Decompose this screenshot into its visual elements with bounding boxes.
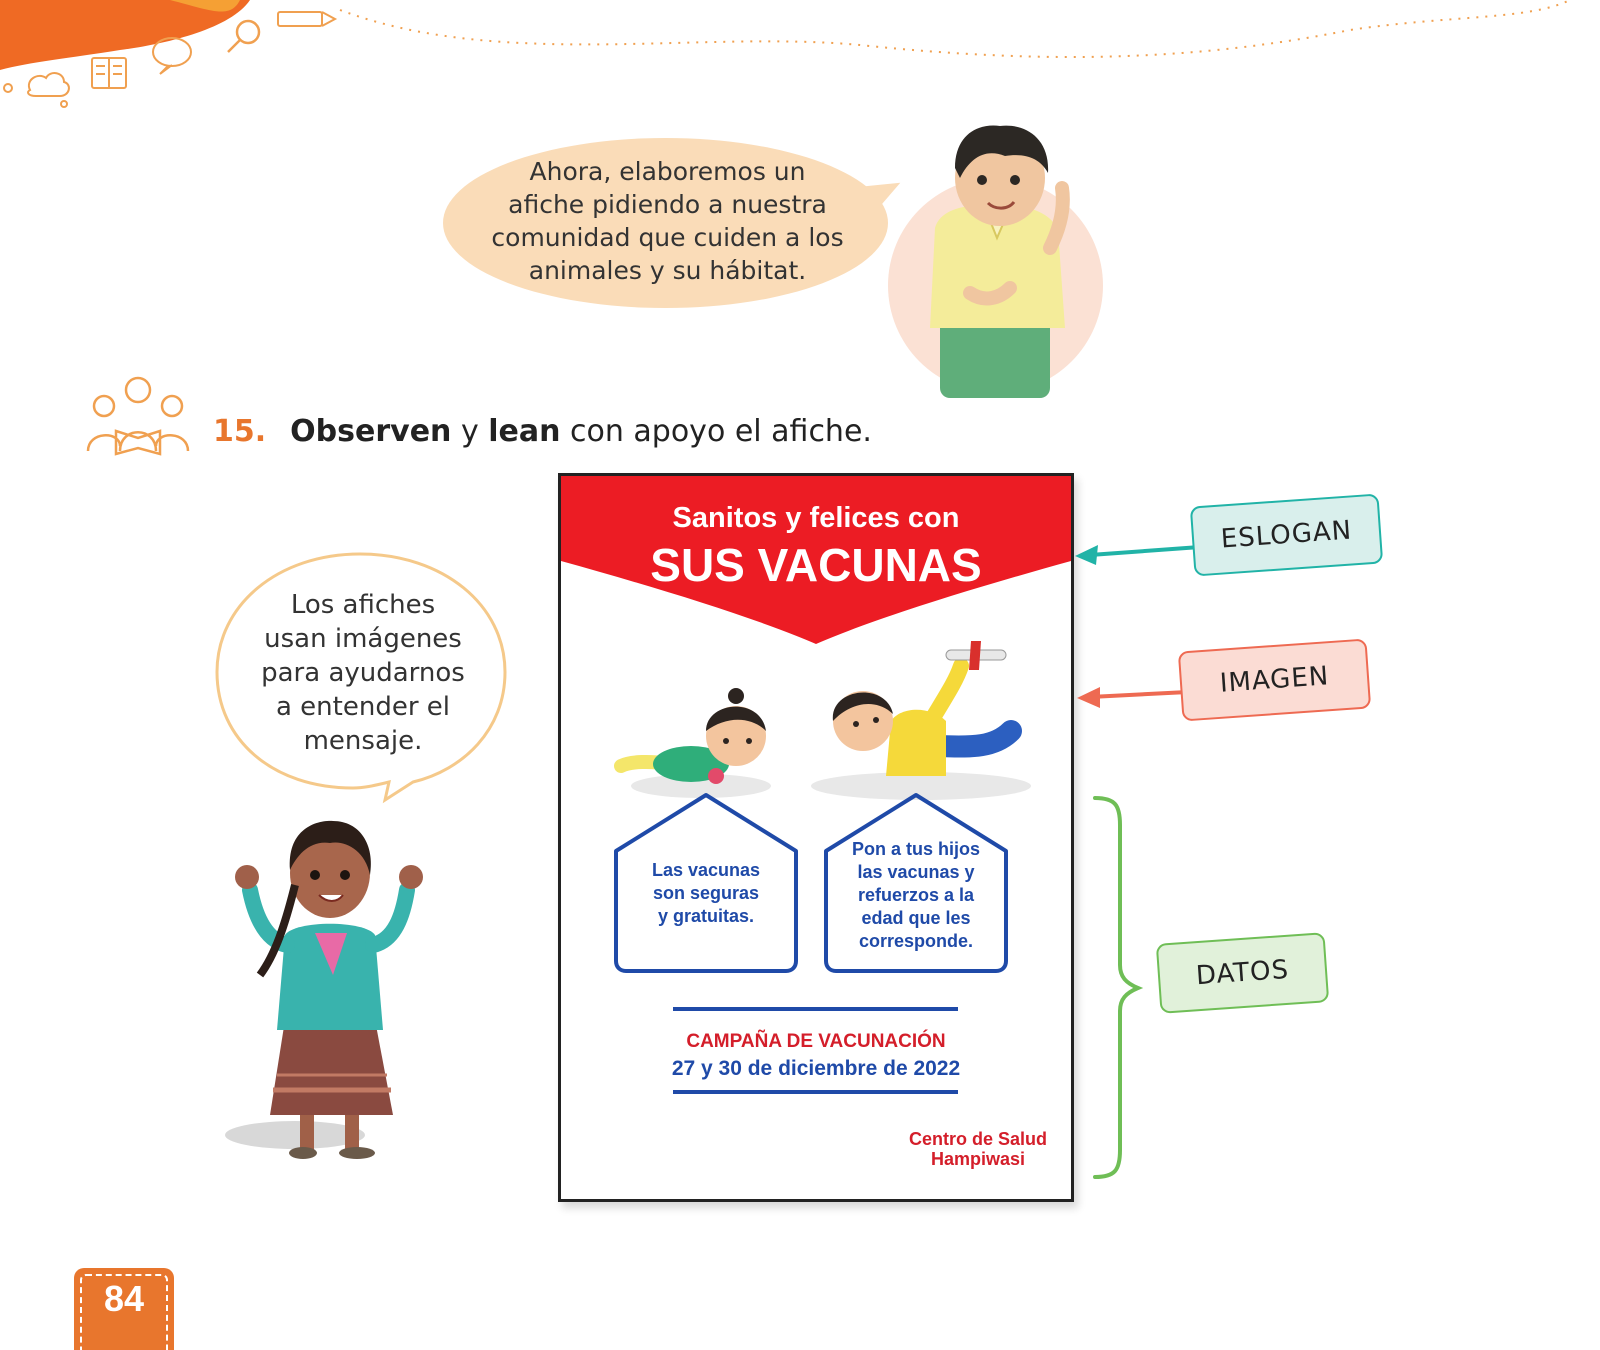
speech-line: animales y su hábitat. <box>528 256 807 285</box>
magnifier-icon <box>228 21 259 52</box>
speech-line: Ahora, elaboremos un <box>529 157 806 186</box>
speech-line: a entender el <box>275 692 450 722</box>
activity-verb-observe: Observen <box>290 414 452 449</box>
speech-line: Los afiches <box>290 590 436 620</box>
activity-connector: y <box>451 414 489 449</box>
book-icon <box>92 58 126 88</box>
house-line: son seguras <box>652 883 760 903</box>
label-imagen: IMAGEN <box>1178 638 1371 721</box>
pencil-icon <box>278 12 335 26</box>
poster-slogan-line1: Sanitos y felices con <box>672 502 960 534</box>
page-number-badge <box>74 1268 174 1350</box>
house-line: Pon a tus hijos <box>851 839 980 859</box>
page-number: 84 <box>103 1278 145 1319</box>
house-line: y gratuitas. <box>657 906 755 926</box>
house-line: edad que les <box>861 908 971 928</box>
health-center <box>909 1129 1047 1169</box>
house-line: Las vacunas <box>651 860 761 880</box>
girl-illustration <box>215 815 445 1170</box>
boy-illustration <box>900 118 1100 398</box>
house-line: las vacunas y <box>857 862 975 882</box>
activity-number: 15. <box>213 414 267 449</box>
activity-rest: con apoyo el afiche. <box>560 414 872 449</box>
speech-line: mensaje. <box>303 726 423 756</box>
health-center-line: Hampiwasi <box>930 1149 1026 1169</box>
activity-instruction <box>213 414 872 449</box>
speech-line: comunidad que cuiden a los <box>491 223 844 252</box>
speech-bubble-girl-text <box>238 588 488 758</box>
speech-line: para ayudarnos <box>261 658 465 688</box>
speech-line: usan imágenes <box>264 624 462 654</box>
speech-bubble-boy-text <box>470 155 865 287</box>
speech-line: afiche pidiendo a nuestra <box>508 190 827 219</box>
poster-children-illustration <box>601 636 1041 816</box>
label-eslogan: ESLOGAN <box>1190 493 1383 576</box>
thought-bubble-icon <box>4 73 69 107</box>
vaccination-poster <box>558 473 1074 1202</box>
campaign-rule-top <box>673 1007 958 1011</box>
poster-slogan-line2: SUS VACUNAS <box>650 539 982 591</box>
campaign-date: 27 y 30 de diciembre de 2022 <box>671 1057 961 1080</box>
imagen-arrow <box>1077 687 1188 708</box>
datos-brace <box>1090 795 1150 1180</box>
campaign-rule-bottom <box>673 1090 958 1094</box>
house-text-left <box>606 859 806 928</box>
label-datos: DATOS <box>1156 932 1329 1014</box>
readers-icon <box>86 376 190 456</box>
health-center-line: Centro de Salud <box>908 1129 1047 1149</box>
dotted-wave-line <box>340 0 1570 57</box>
house-line: refuerzos a la <box>857 885 975 905</box>
house-text-right <box>816 838 1016 953</box>
house-line: corresponde. <box>858 931 974 951</box>
top-decoration <box>0 0 1600 120</box>
campaign-title: CAMPAÑA DE VACUNACIÓN <box>686 1031 946 1052</box>
speech-bubble-icon <box>153 38 191 74</box>
eslogan-arrow <box>1075 545 1200 565</box>
activity-verb-read: lean <box>488 414 561 449</box>
